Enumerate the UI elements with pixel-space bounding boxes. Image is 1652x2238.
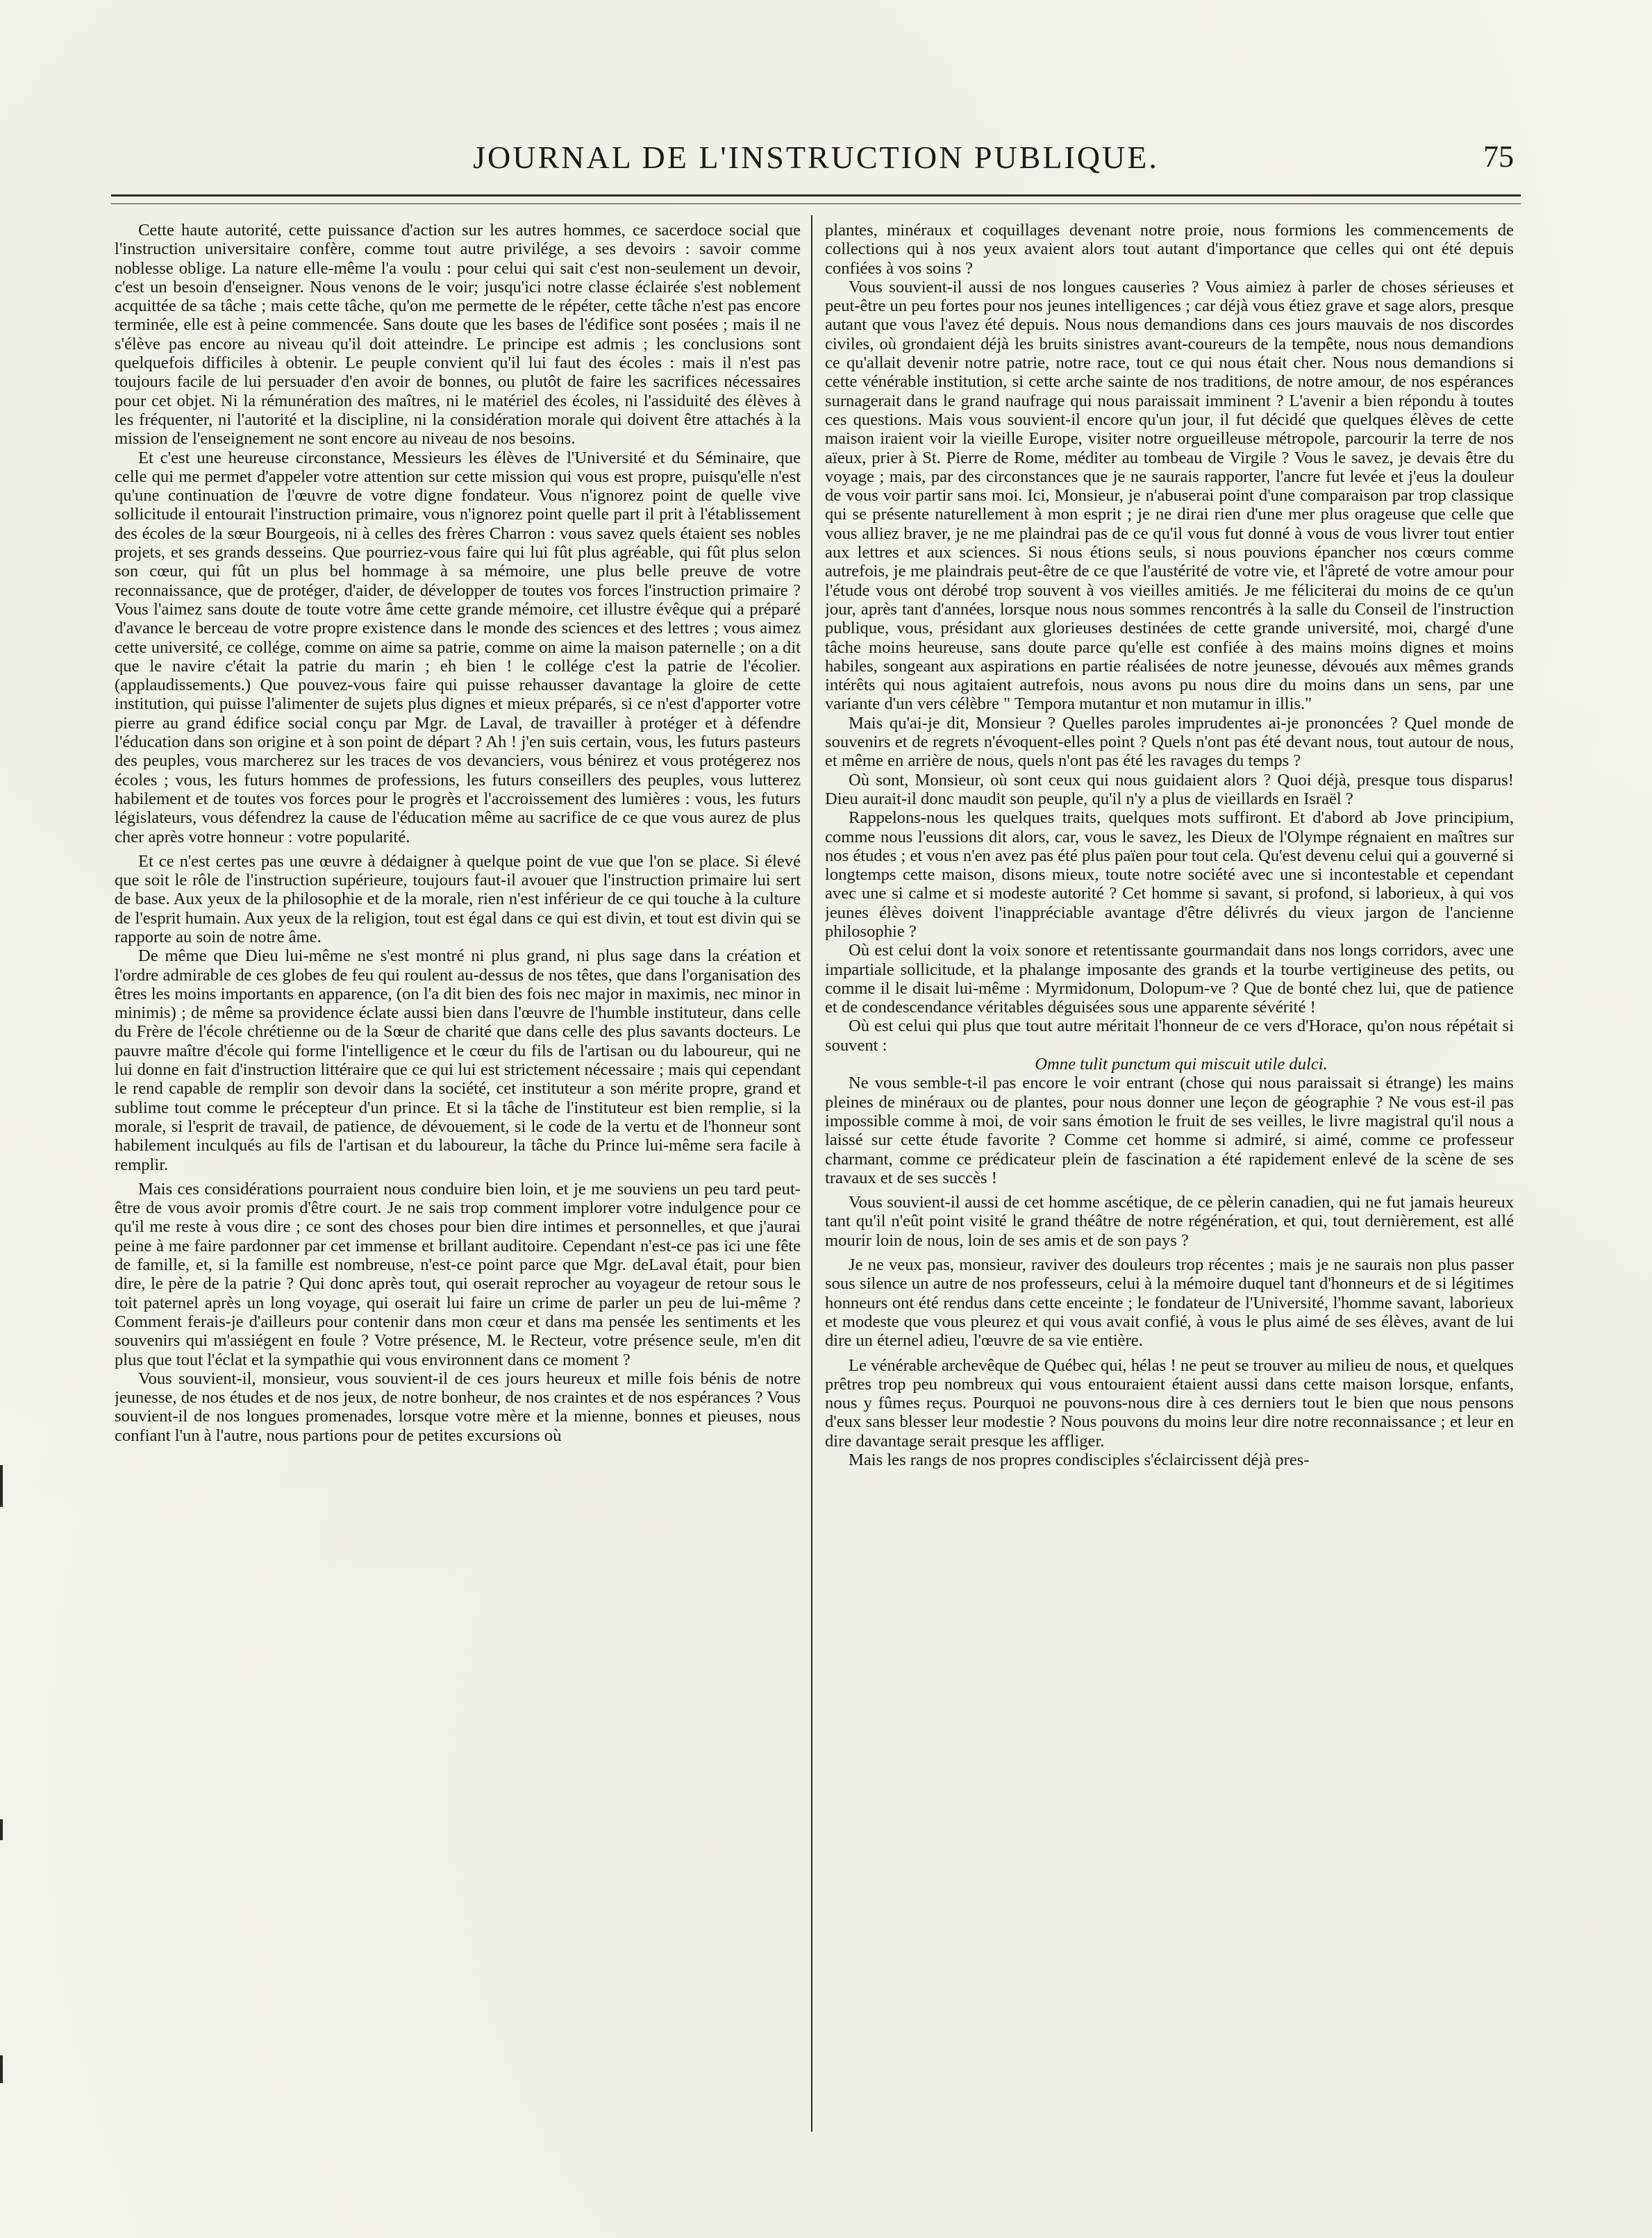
right-column bbox=[825, 221, 1514, 2130]
page-header bbox=[118, 139, 1514, 187]
paragraph: Ne vous semble-t-il pas encore le voir entrant (chose qui nous paraissait si étrange) les mains pleines de minéraux ou de plantes, pour nous donner une leçon de géographie ? Ne vous est-il pas impossible comme à moi, de voir sans émotion le fruit de ses veilles, le livre magistral qu'il nous a laissé sur cette étude favorite ? Comme cet homme si admiré, si aimé, comme ce professeur charmant, comme ce prédicateur plein de fascination a été rapidement enlevé de la scène de ses travaux et de ses succès ! bbox=[825, 1074, 1514, 1187]
paragraph: Je ne veux pas, monsieur, raviver des douleurs trop récentes ; mais je ne saurais non plus passer sous silence un autre de nos professeurs, celui à la mémoire duquel tant d'honneurs et de si légitimes honneurs ont été rendus dans cette enceinte ; le fondateur de l'Université, l'homme savant, laborieux et modeste que vous pleurez et qui vous avait confié, à vous le plus aimé de ses élèves, avant de lui dire un éternel adieu, l'œuvre de sa vie entière. bbox=[825, 1255, 1514, 1351]
paragraph: Mais qu'ai-je dit, Monsieur ? Quelles paroles imprudentes ai-je prononcées ? Quel monde de souvenirs et de regrets n'évoquent-elles point ? Quels n'ont pas été devant nous, tout autour de nous, et même en arrière de nous, quels n'ont pas été les ravages du temps ? bbox=[825, 713, 1514, 771]
column-divider bbox=[811, 215, 812, 2132]
paragraph: Cette haute autorité, cette puissance d'action sur les autres hommes, ce sacerdoce social que l'instruction universitaire confère, comme tout autre privilége, a ses devoirs : savoir comme noblesse oblige. La nature elle-même l'a voulu : pour celui qui sait c'est non-seulement un devoir, c'est un besoin d'enseigner. Nous venons de le voir; jusqu'ici notre classe éclairée s'est noblement acquittée de sa tâche ; mais cette tâche, qu'on me permette de le répéter, cette tâche n'est pas encore terminée, elle est à peine commencée. Sans doute que les bases de l'édifice sont posées ; mais il ne s'élève pas encore au niveau qu'il doit atteindre. Le principe est admis ; les conclusions sont quelquefois difficiles à obtenir. Le peuple convient qu'il lui faut des écoles : mais il n'est pas toujours facile de lui persuader d'en avoir de bonnes, ou plutôt de faire les sacrifices nécessaires pour cet objet. Ni la rémunération des maîtres, ni le matériel des écoles, ni l'assiduité des élèves à les fréquenter, ni l'autorité et la discipline, ni la considération morale qui doivent être attachés à la mission de l'enseignement ne sont encore au niveau de nos besoins. bbox=[115, 221, 801, 449]
latin-motto: Omne tulit punctum qui miscuit utile dulci. bbox=[1035, 1055, 1328, 1074]
paragraph: plantes, minéraux et coquillages devenant notre proie, nous formions les commencements de collections qui à nos yeux avaient alors tout autant d'importance que celles qui ont été depuis confiées à vos soins ? bbox=[825, 221, 1514, 278]
left-column bbox=[115, 221, 801, 2130]
paragraph: Vous souvient-il, monsieur, vous souvient-il de ces jours heureux et mille fois bénis de notre jeunesse, de nos études et de nos jeux, de notre bonheur, de nos craintes et de nos espérances ? Vous souvient-il de nos longues promenades, lorsque votre mère et la mienne, bonnes et pieuses, nous confiant l'un à l'autre, nous partions pour de petites excursions où bbox=[115, 1369, 801, 1445]
paragraph: Vous souvient-il aussi de nos longues causeries ? Vous aimiez à parler de choses sérieuses et peut-être un peu fortes pour nos jeunes intelligences ; car déjà vous étiez grave et sage alors, presque autant que vous l'avez été depuis. Nous nous demandions dans ces jours mauvais de nos discordes civiles, où grondaient déjà les bruits sinistres avant-coureurs de la tempête, nous nous demandions ce qu'allait devenir notre patrie, notre race, tout ce qui nous était cher. Nous nous demandions si cette vénérable institution, si cette arche sainte de nos traditions, de notre amour, de nos espérances surnagerait dans le grand naufrage qui nous paraissait imminent ? L'avenir a bien répondu à toutes ces questions. Mais vous souvient-il encore qu'un jour, il fut décidé que quelques élèves de cette maison iraient voir la vieille Europe, visiter notre orgueilleuse métropole, parcourir la terre de nos aïeux, prier à St. Pierre de Rome, méditer au tombeau de Virgile ? Vous le savez, je devais être du voyage ; mais, par des circonstances que je ne saurais rapporter, l'ancre fut levée et j'eus la douleur de vous voir partir sans moi. Ici, Monsieur, je n'abuserai point d'une comparaison par trop classique qui se présente naturellement à mon esprit ; je ne dirai rien d'une mer plus orageuse que celle que vous alliez braver, je ne me plaindrai pas de ce qu'il vous fut donné à vous de vous livrer tout entier aux lettres et aux sciences. Si nous étions seuls, si nous pouvions épancher nos cœurs comme autrefois, je me plaindrais peut-être de ce que l'austérité de votre vie, et l'âpreté de votre amour pour l'étude vous ont dérobé trop souvent à vos vieilles amitiés. Je me féliciterai du moins de ce qu'un jour, après tant d'années, lorsque nous nous sommes rencontrés à la salle du Conseil de l'instruction publique, vous, présidant aux glorieuses destinées de cette grande université, moi, chargé d'une tâche moins heureuse, sans doute parce qu'elle est confiée à des mains moins dignes et moins habiles, songeant aux aspirations en partie réalisées de notre jeunesse, dévoués aux mêmes grands intérêts qui nous agitaient autrefois, nous avons pu nous dire du moins dans un sens, par une variante d'un vers célèbre " Tempora mutantur et non mutamur in illis." bbox=[825, 277, 1514, 714]
paragraph: Mais les rangs de nos propres condisciples s'éclaircissent déjà pres- bbox=[849, 1451, 1310, 1469]
paragraph: Le vénérable archevêque de Québec qui, hélas ! ne peut se trouver au milieu de nous, et quelques prêtres trop peu nombreux qui vous entouraient étaient aussi dans cette maison lorsque, enfants, nous y fûmes reçus. Pourquoi ne pouvons-nous dire à ces derniers tout le bien que nous pensons d'eux sans blesser leur modestie ? Nous pouvons du moins leur dire notre reconnaissance ; et leur en dire davantage serait presque les affliger. bbox=[825, 1355, 1514, 1451]
scan-edge-mark bbox=[0, 1819, 3, 1840]
paragraph: Vous souvient-il aussi de cet homme ascétique, de ce pèlerin canadien, qui ne fut jamais heureux tant qu'il n'eût point visité le grand théâtre de notre régénération, et qui, tout dernièrement, est allé mourir loin de nous, loin de ses amis et de son pays ? bbox=[825, 1193, 1514, 1250]
paragraph: Où est celui dont la voix sonore et retentissante gourmandait dans nos longs corridors, avec une impartiale sollicitude, et la phalange imposante des grands et la tourbe vertigineuse des petits, ou comme il le disait lui-même : Myrmidonum, Dolopum-ve ? Que de bonté chez lui, que de patience et de condescendance véritables déguisées sous une apparente sévérité ! bbox=[825, 941, 1514, 1017]
journal-title: JOURNAL DE L'INSTRUCTION PUBLIQUE. bbox=[473, 140, 1159, 175]
paragraph: Et c'est une heureuse circonstance, Messieurs les élèves de l'Université et du Séminaire, que celle qui me permet d'appeler votre attention sur cette mission qui vous est propre, puisqu'elle n'est qu'une continuation de l'œuvre de votre digne fondateur. Vous n'ignorez point de quelle vive sollicitude il entourait l'instruction primaire, vous n'ignorez point quelle part il prit à l'établissement des écoles de la sœur Bourgeois, ni à celles des frères Charron : vous savez quels étaient ses nobles projets, et ses grands desseins. Que pourriez-vous faire qui lui fût plus agréable, qui fût plus selon son cœur, qui fût un plus bel hommage à sa mémoire, une plus belle preuve de votre reconnaissance, que de protéger, d'aider, de développer de toutes vos forces l'instruction primaire ? Vous l'aimez sans doute de toute votre âme cette grande mémoire, cet illustre évêque qui a préparé d'avance le berceau de votre propre existence dans le monde des sciences et des lettres ; vous aimez cette université, ce collége, comme on aime sa patrie, comme on aime la maison paternelle ; on a dit que le navire c'était la patrie du marin ; eh bien ! le collége c'est la patrie de l'écolier. (applaudissements.) Que pouvez-vous faire qui puisse rehausser davantage la gloire de cette institution, qui puisse l'alimenter de sujets plus dignes et mieux préparés, si ce n'est d'apporter votre pierre au grand édifice social conçu par Mgr. de Laval, de travailler à protéger et à défendre l'éducation dans son origine et à son point de départ ? Ah ! j'en suis certain, vous, les futurs pasteurs des peuples, vous marcherez sur les traces de vos devanciers, vous bénirez et vous protégerez nos écoles ; vous, les futurs hommes de professions, les futurs conseillers des peuples, vous lutterez habilement et de toutes vos forces pour le progrès et l'accroissement des lumières : vous, les futurs législateurs, vous défendrez la cause de l'éducation même au sacrifice de ce que vous aurez de plus cher après votre honneur : votre popularité. bbox=[115, 448, 801, 846]
paragraph: Mais ces considérations pourraient nous conduire bien loin, et je me souviens un peu tard peut-être de vous avoir promis d'être court. Je ne sais trop comment implorer votre indulgence pour ce qu'il me reste à vous dire ; ce sont des choses pour bien dire intimes et personnelles, et que j'aurai peine à me faire pardonner par cet immense et brillant auditoire. Cependant n'est-ce pas ici une fête de famille, et, si la famille est nombreuse, n'est-ce point parce que Mgr. deLaval était, pour bien dire, le père de la patrie ? Qui donc après tout, qui oserait reprocher au voyageur de retour sous le toit paternel après un long voyage, qui oserait lui faire un crime de parler un peu de lui-même ? Comment ferais-je d'ailleurs pour contenir dans mon cœur et dans ma pensée les sentiments et les souvenirs qui m'assiégent en foule ? Votre présence, M. le Recteur, votre présence seule, m'en dit plus que tout l'éclat et la sympathie qui vous environnent dans ce moment ? bbox=[115, 1179, 801, 1369]
paragraph: Où sont, Monsieur, où sont ceux qui nous guidaient alors ? Quoi déjà, presque tous disparus! Dieu aurait-il donc maudit son peuple, qu'il n'y a plus de vieillards en Israël ? bbox=[825, 770, 1514, 808]
scan-edge-mark bbox=[0, 2055, 3, 2083]
paragraph: Où est celui qui plus que tout autre méritait l'honneur de ce vers d'Horace, qu'on nous répétait si souvent : bbox=[825, 1017, 1514, 1055]
page-number: 75 bbox=[1483, 140, 1514, 174]
header-rule bbox=[111, 194, 1521, 204]
scan-edge-mark bbox=[0, 1465, 3, 1507]
paragraph: Rappelons-nous les quelques traits, quelques mots suffiront. Et d'abord ab Jove principium, comme nous l'eussions dit alors, car, vous le savez, les Dieux de l'Olympe régnaient en maîtres sur nos études ; et vous n'en avez pas été plus païen pour tout cela. Qu'est devenu celui qui a gouverné si longtemps cette maison, disons mieux, toute notre société avec une si incontestable et cependant avec une si calme et si modeste autorité ? Cet homme si savant, si profond, si laborieux, à qui vos jeunes élèves doivent l'inappréciable avantage d'être délivrés du vieux jargon de l'ancienne philosophie ? bbox=[825, 808, 1514, 941]
paragraph: Et ce n'est certes pas une œuvre à dédaigner à quelque point de vue que l'on se place. Si élevé que soit le rôle de l'instruction supérieure, toujours faut-il avouer que l'instruction primaire lui sert de base. Aux yeux de la philosophie et de la morale, rien n'est inférieur de ce qui touche à la culture de l'esprit humain. Aux yeux de la religion, tout est égal dans ce qui est divin, et tout est divin qui se rapporte au soin de notre âme. bbox=[115, 851, 801, 946]
paragraph: De même que Dieu lui-même ne s'est montré ni plus grand, ni plus sage dans la création et l'ordre admirable de ces globes de feu qui roulent au-dessus de nos têtes, que dans l'organisation des êtres les moins importants en apparence, (on l'a dit bien des fois nec major in maximis, nec minor in minimis) ; de même sa providence éclate aussi bien dans l'œuvre de l'humble instituteur, dans celle du Frère de l'école chrétienne ou de la Sœur de charité que dans celle des plus savants docteurs. Le pauvre maître d'école qui forme l'intelligence et le cœur du fils de l'artisan ou du laboureur, qui ne lui donne en fait d'instruction littéraire que ce qui lui est strictement nécessaire ; mais qui cependant le rend capable de remplir son devoir dans la société, cet instituteur a son mérite propre, grand et sublime tout comme le précepteur d'un prince. Et si la tâche de l'instituteur est bien remplie, si la morale, si l'esprit de travail, de patience, de dévouement, si le code de la vertu et de l'honneur sont habilement inculqués au fils de l'artisan et du laboureur, la tâche du Prince lui-même sera facile à remplir. bbox=[115, 946, 801, 1174]
